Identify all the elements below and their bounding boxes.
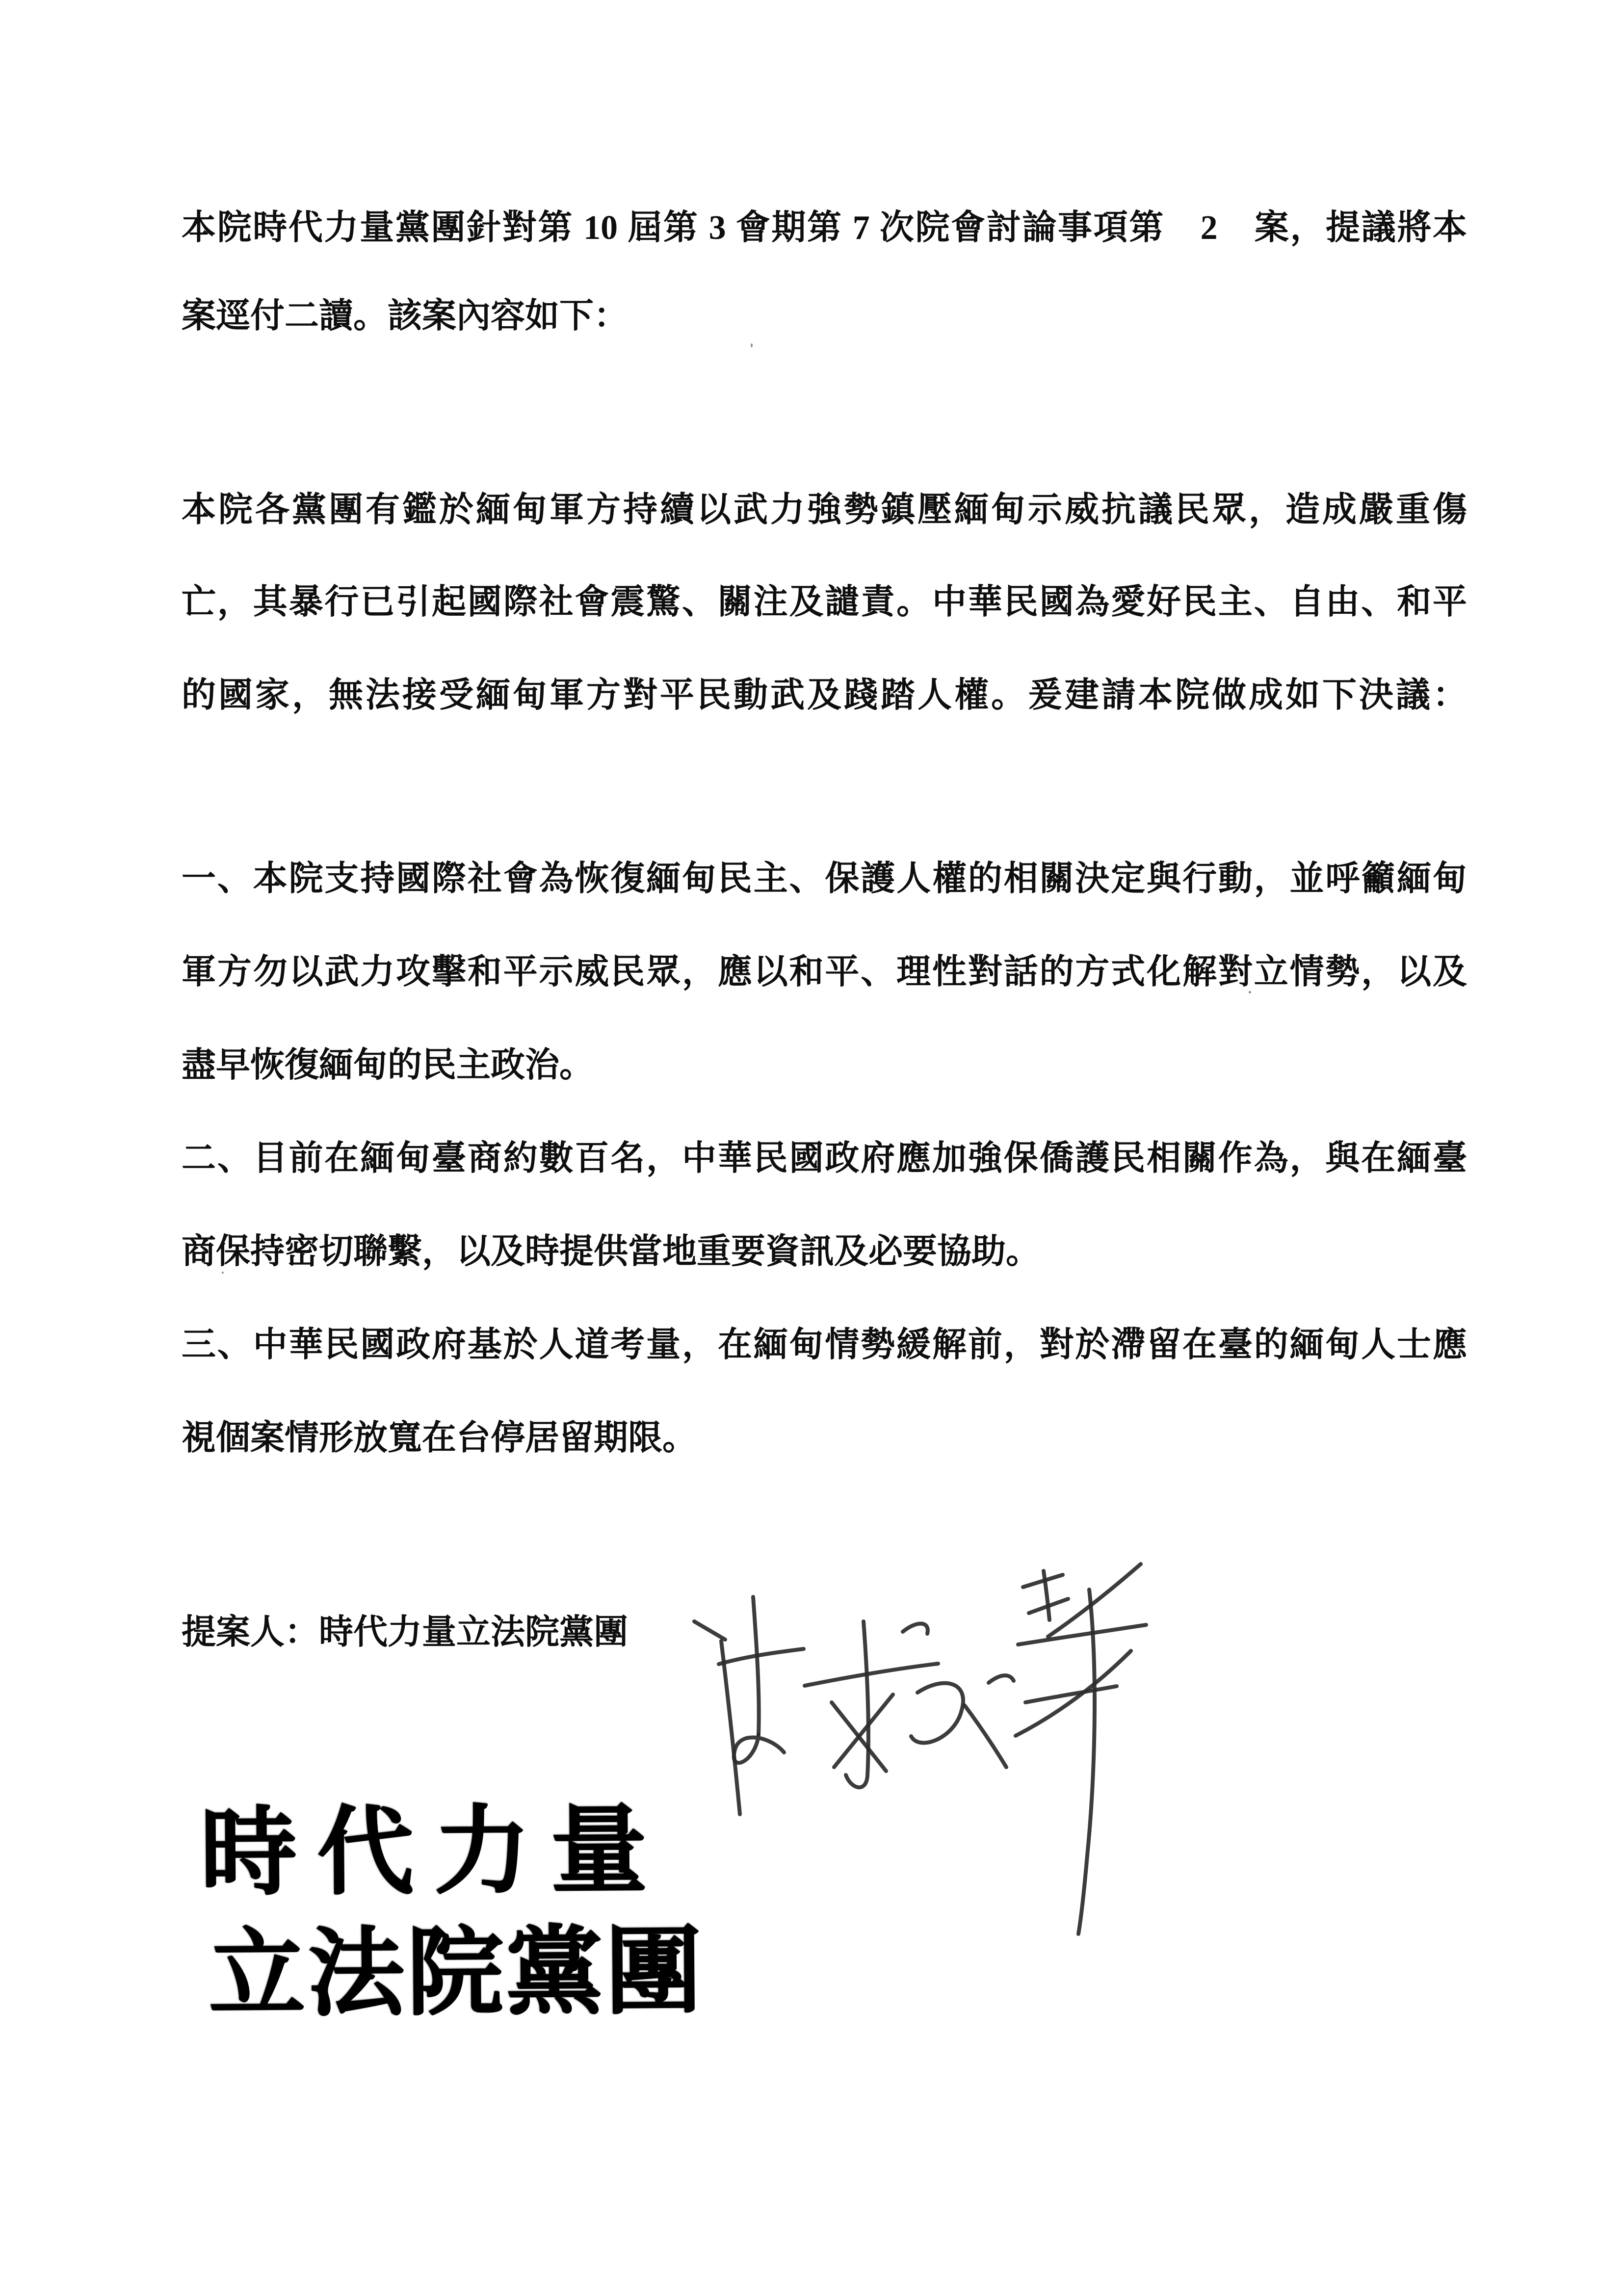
- stamp-line-1: 時代力量: [200, 1797, 668, 1907]
- proposer-line: 提案人：時代力量立法院黨團: [182, 1614, 628, 1651]
- text-line: 視個案情形放寬在台停居留期限。: [182, 1419, 697, 1457]
- text-line: 一、本院支持國際社會為恢復緬甸民主、保護人權的相關決定與行動，並呼籲緬甸: [182, 860, 1467, 898]
- stamp-line-2: 立法院黨團: [208, 1918, 705, 2029]
- text-line: 盡早恢復緬甸的民主政治。: [182, 1046, 594, 1084]
- text-line: 二、目前在緬甸臺商約數百名，中華民國政府應加強保僑護民相關作為，與在緬臺: [182, 1140, 1467, 1177]
- text-line: 本院各黨團有鑑於緬甸軍方持續以武力強勢鎮壓緬甸示威抗議民眾，造成嚴重傷: [182, 491, 1467, 529]
- scan-speck: [222, 1272, 224, 1274]
- text-line: 亡，其暴行已引起國際社會震驚、關注及譴責。中華民國為愛好民主、自由、和平: [182, 583, 1467, 621]
- text-line: 案逕付二讀。該案內容如下：: [182, 297, 628, 335]
- text-line: 本院時代力量黨團針對第 10 屆第 3 會期第 7 次院會討論事項第 2 案，提議將本: [182, 209, 1467, 247]
- scan-speck: [1249, 991, 1251, 993]
- handwritten-signature: [672, 1540, 1178, 1962]
- text-line: 三、中華民國政府基於人道考量，在緬甸情勢緩解前，對於滯留在臺的緬甸人士應: [182, 1326, 1467, 1364]
- text-line: 軍方勿以武力攻擊和平示威民眾，應以和平、理性對話的方式化解對立情勢，以及: [182, 953, 1467, 991]
- scan-speck: [751, 343, 753, 347]
- text-line: 的國家，無法接受緬甸軍方對平民動武及踐踏人權。爰建請本院做成如下決議：: [182, 677, 1467, 714]
- signature-strokes: [694, 1564, 1146, 1934]
- text-line: 商保持密切聯繫，以及時提供當地重要資訊及必要協助。: [182, 1233, 1040, 1271]
